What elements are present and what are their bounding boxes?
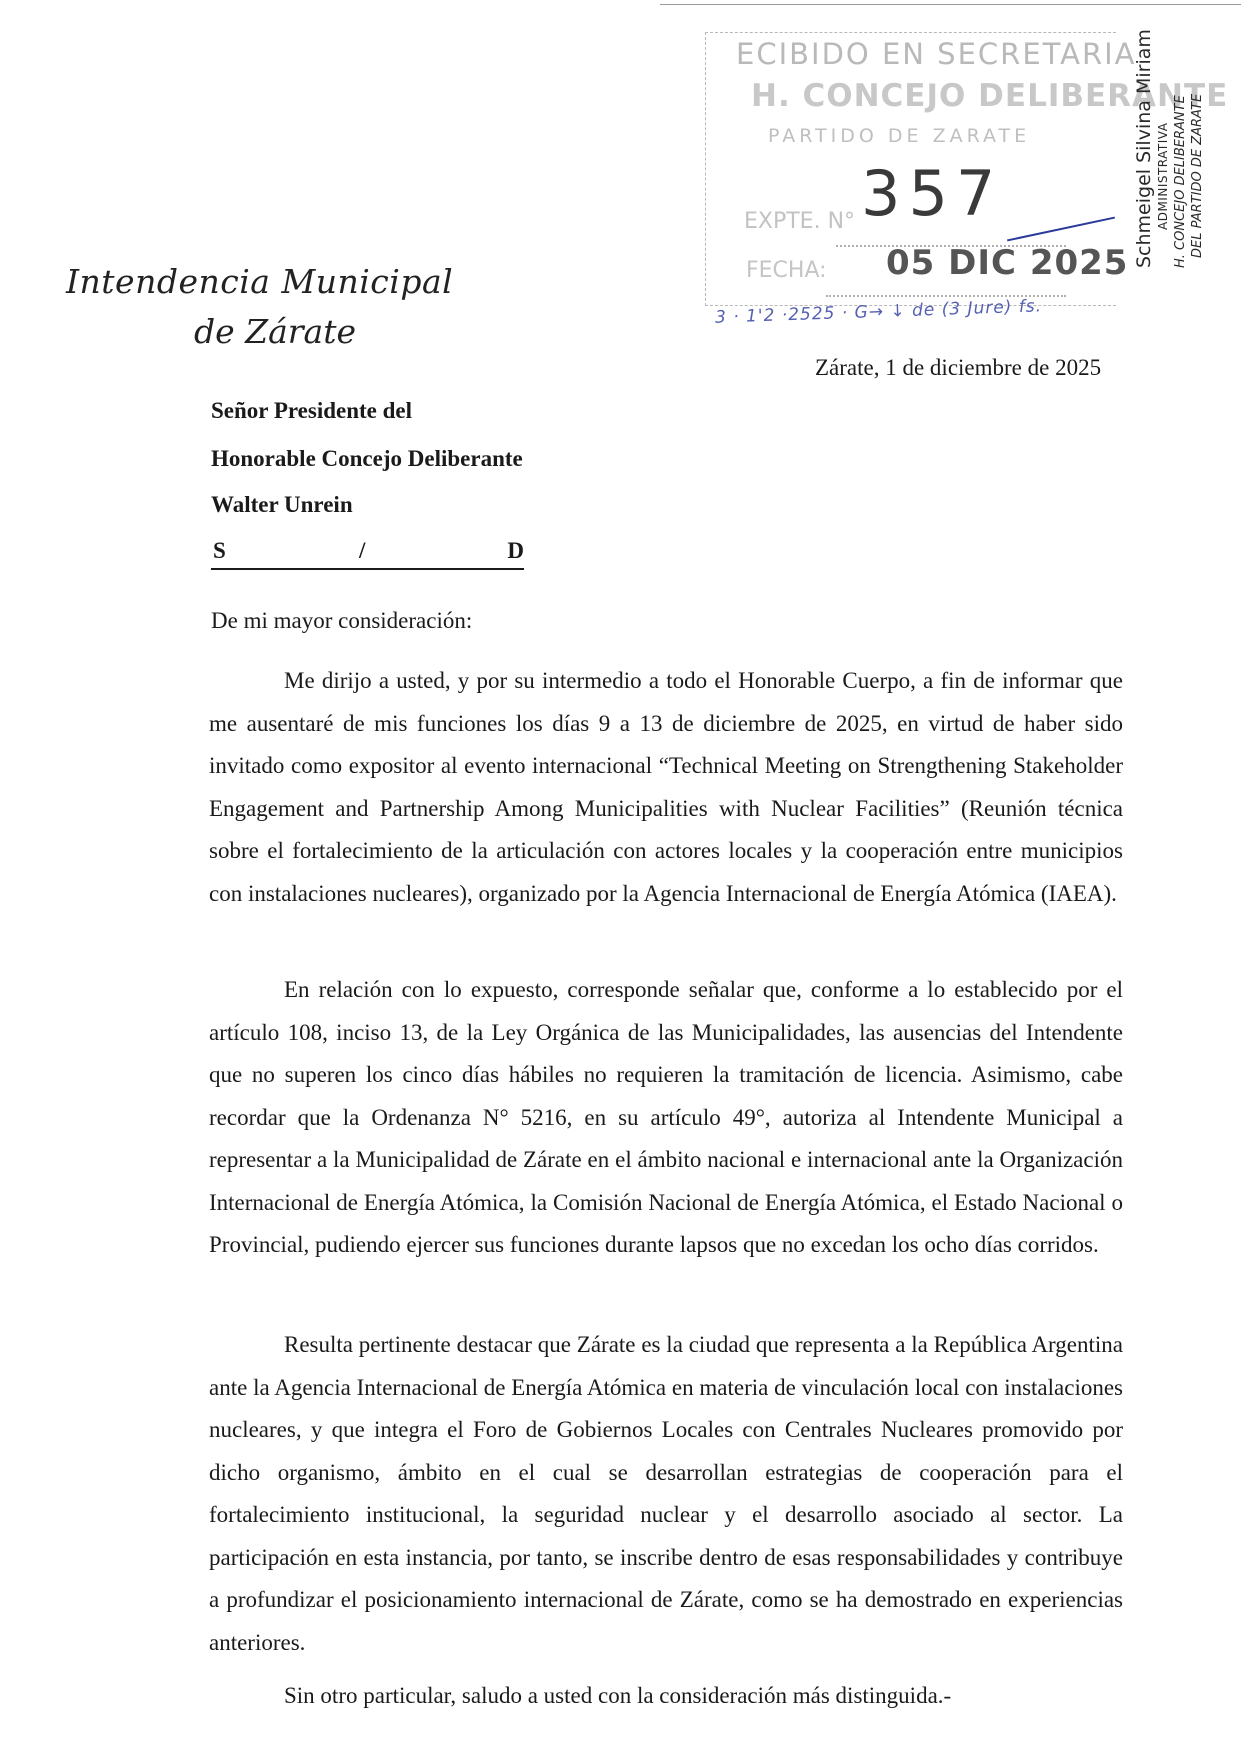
stamp-pen-stroke: [1007, 217, 1115, 242]
signature-name: Schmeigel Silvina Miriam: [1133, 29, 1155, 268]
body-paragraph-3: Resulta pertinente destacar que Zárate es la ciudad que representa a la República Argentina ante la Agencia Internacional de Energía Atómica en materia de vinculación local con instalaciones nucleares, y que integra el Foro de Gobiernos Locales con Centrales Nucleares promovido por dicho organismo, ámbito en el cual se desarrollan estrategias de cooperación para el fortalecimiento institucional, la seguridad nuclear y el desarrollo asociado al sector. La participación en esta instancia, por tanto, se inscribe dentro de esas responsabilidades y contribuye a profundizar el posicionamiento internacional de Zárate, como se ha demostrado en experiencias anteriores.: [209, 1332, 1123, 1655]
stamp-line-2: H. CONCEJO DELIBERANTE: [751, 78, 1229, 114]
sd-slash: /: [359, 538, 366, 563]
letter-date: Zárate, 1 de diciembre de 2025: [815, 355, 1102, 380]
signature-org-line-2: DEL PARTIDO DE ZARATE: [1190, 93, 1205, 258]
sd-d: D: [507, 538, 524, 563]
recipient-line: Honorable Concejo Deliberante: [211, 446, 523, 471]
body-paragraph-1: Me dirijo a usted, y por su intermedio a todo el Honorable Cuerpo, a fin de informar que me ausentaré de mis funciones los días 9 a 13 de diciembre de 2025, en virtud de haber sido invitado como expositor al evento internacional “Technical Meeting on Strengthening Stakeholder Engagement and Partnership Among Municipalities with Nuclear Facilities” (Reunión técnica sobre el fortalecimiento de la articulación con actores locales y la cooperación entre municipios con instalaciones nucleares), organizado por la Agencia Internacional de Energía Atómica (IAEA).: [209, 668, 1123, 906]
recipient-line: Walter Unrein: [211, 492, 353, 517]
letterhead-line-2: de Zárate: [194, 312, 356, 351]
stamp-line-1: ECIBIDO EN SECRETARIA: [736, 37, 1137, 71]
scan-edge-line: [660, 4, 1241, 5]
body-paragraph-2: En relación con lo expuesto, corresponde señalar que, conforme a lo establecido por el artículo 108, inciso 13, de la Ley Orgánica de las Municipalidades, las ausencias del Intendente que no superen los cinco días hábiles no requieren la tramitación de licencia. Asimismo, cabe recordar que la Ordenanza N° 5216, en su artículo 49°, autoriza al Intendente Municipal a representar a la Municipalidad de Zárate en el ámbito nacional e internacional ante la Organización Internacional de Energía Atómica, la Comisión Nacional de Energía Atómica, el Estado Nacional o Provincial, pudiendo ejercer sus funciones durante lapsos que no excedan los ocho días corridos.: [209, 977, 1123, 1257]
signature-role: ADMINISTRATIVA: [1156, 122, 1170, 230]
sd-s: S: [213, 538, 226, 563]
stamp-fecha-value: 05 DIC 2025: [886, 243, 1129, 283]
stamp-fecha-label: FECHA:: [746, 258, 827, 283]
salutation: De mi mayor consideración:: [211, 608, 473, 633]
su-despacho-line: [211, 538, 524, 570]
letterhead-line-1: Intendencia Municipal: [66, 262, 454, 301]
stamp-expediente-label: EXPTE. N°: [744, 209, 856, 234]
recipient-line: Señor Presidente del: [211, 398, 413, 423]
handwritten-note: 3 · 1'2 ·2525 · G→ ↓ de (3 Jure) fs.: [714, 296, 1043, 328]
closing-line: Sin otro particular, saludo a usted con la consideración más distinguida.-: [284, 1683, 952, 1708]
stamp-line-3: PARTIDO DE ZARATE: [768, 125, 1031, 147]
signature-org-line-1: H. CONCEJO DELIBERANTE: [1173, 95, 1188, 268]
stamp-expediente-number: 357: [861, 157, 1004, 230]
